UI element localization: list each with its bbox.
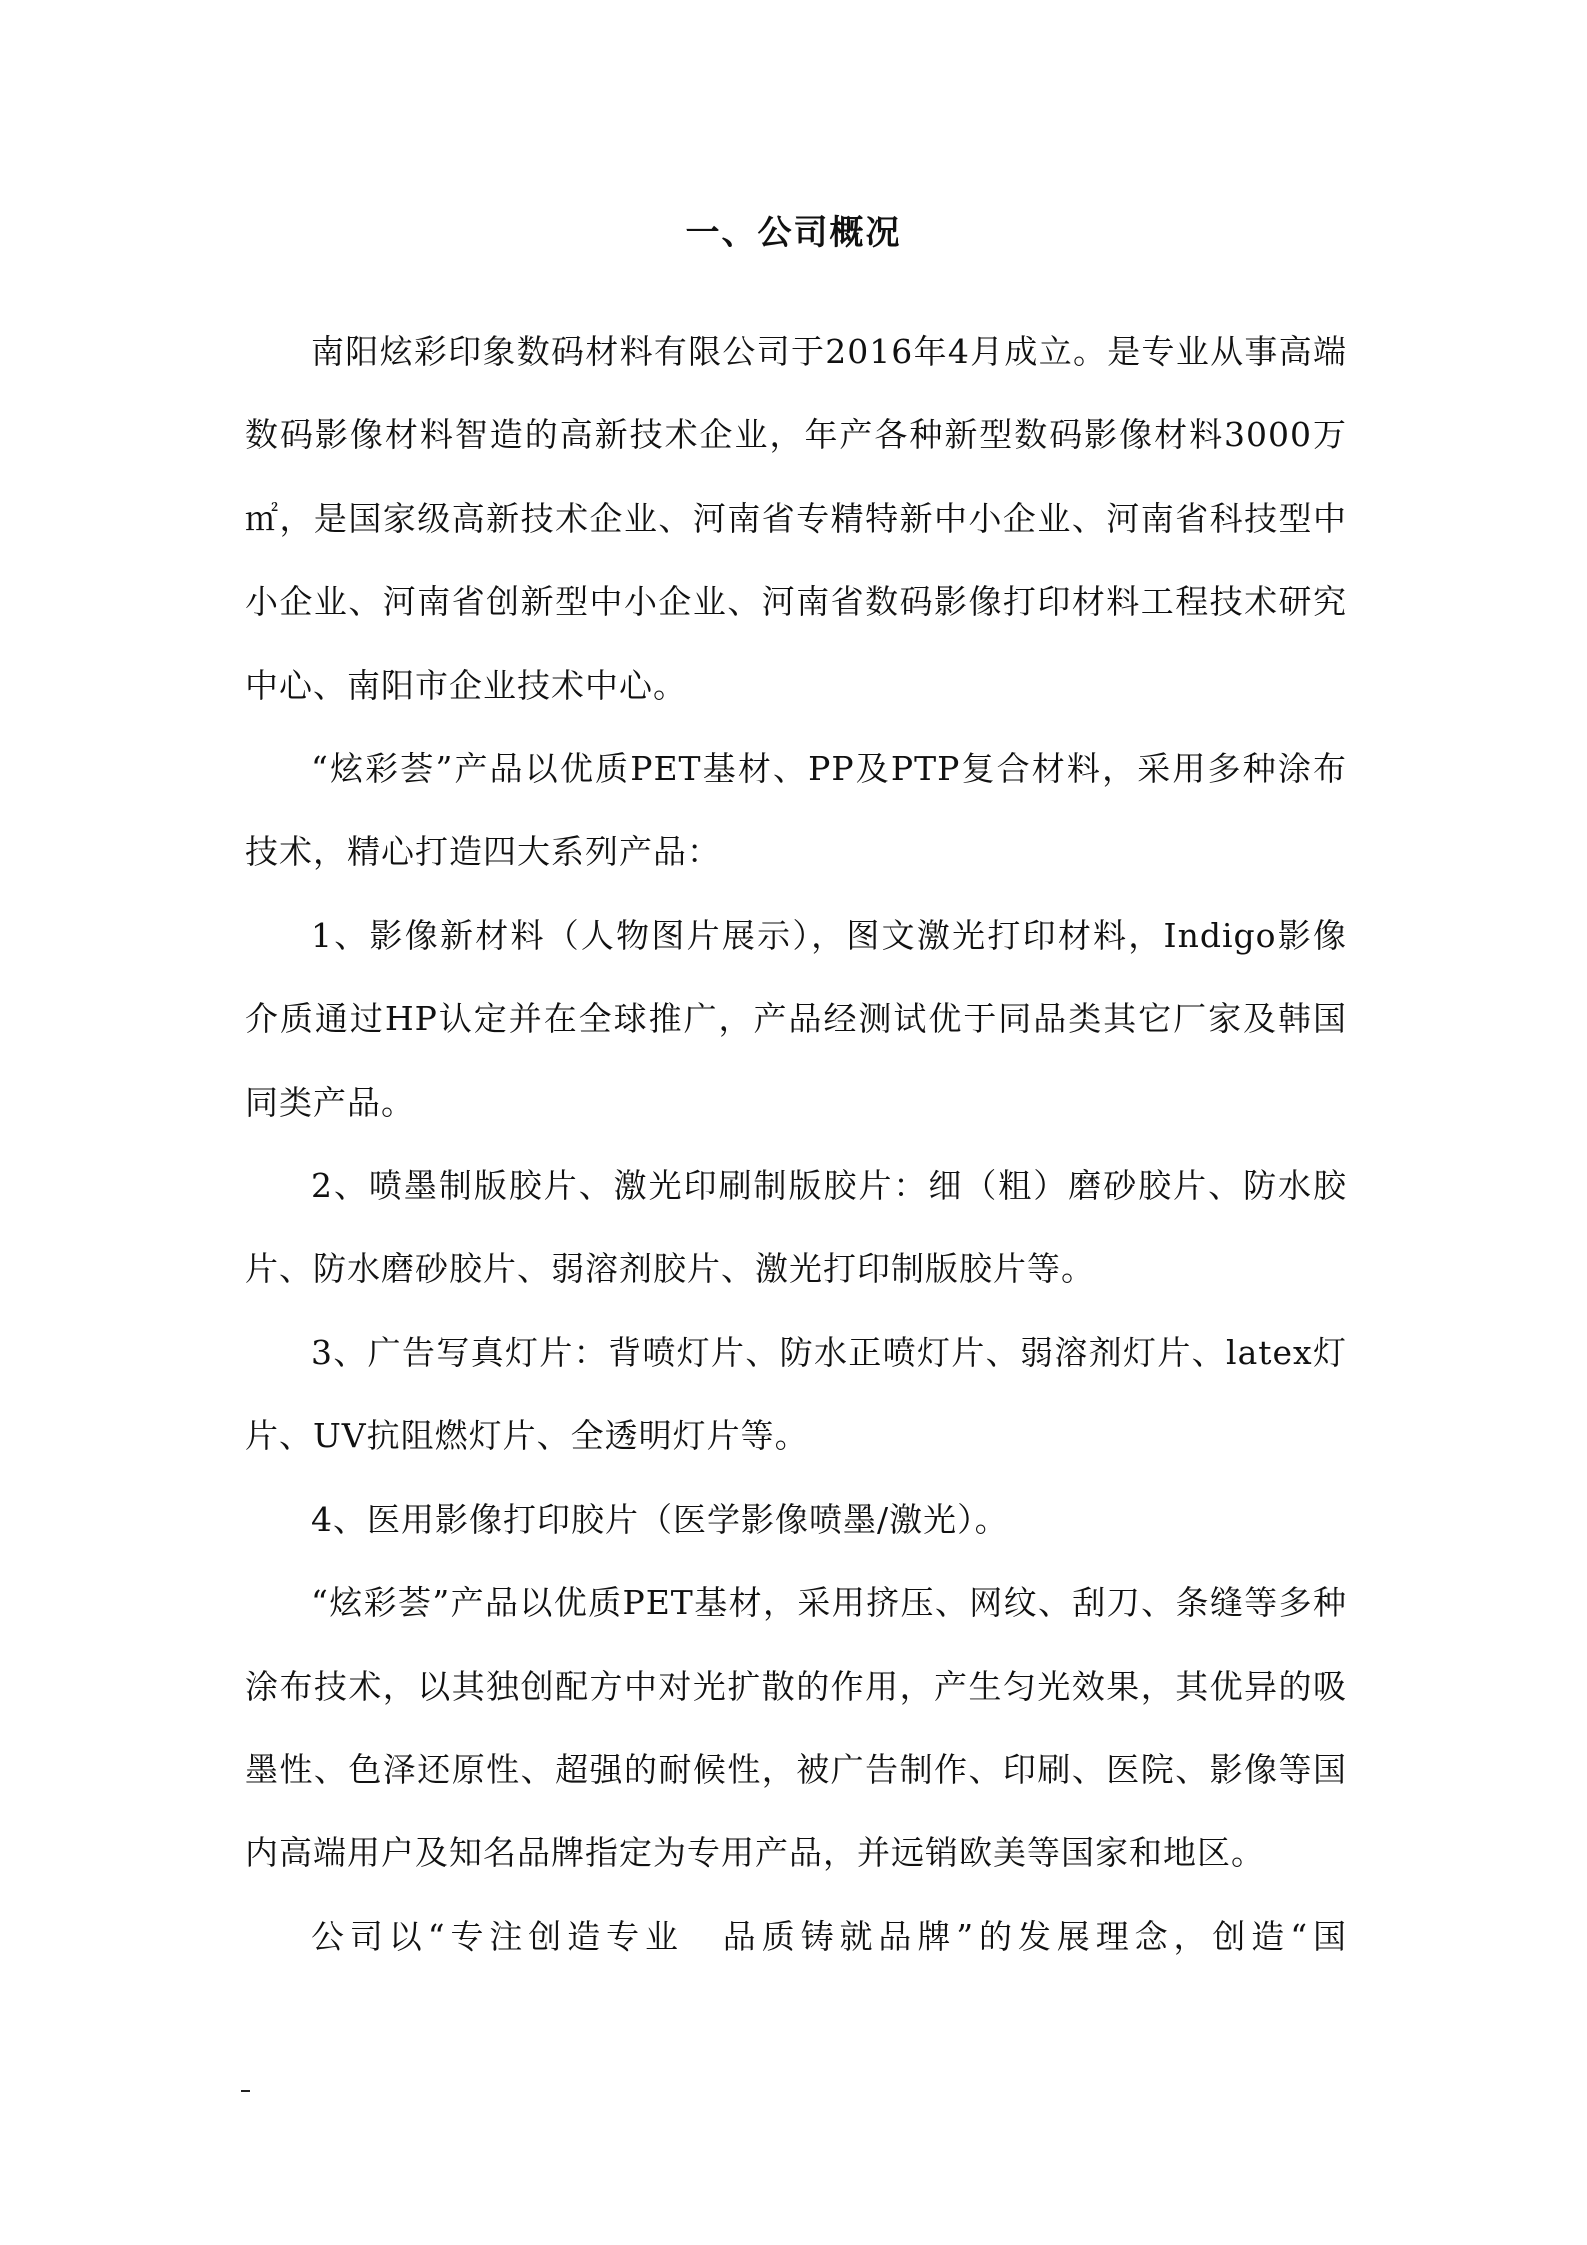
paragraph-series-4: 4、医用影像打印胶片（医学影像喷墨/激光）。 <box>311 1499 1009 1539</box>
paragraph-product-features: “炫彩荟”产品以优质PET基材，采用挤压、网纹、刮刀、条缝等多种涂布技术，以其独创配方中对光扩散的作用，产生匀光效果，其优异的吸墨性、色泽还原性、超强的耐候性，被广告制作、印刷、医院、影像等国内高端用户及知名品牌指定为专用产品，并远销欧美等国家和地区。 <box>245 1583 1347 1873</box>
paragraph-product-overview: “炫彩荟”产品以优质PET基材、PP及PTP复合材料，采用多种涂布技术，精心打造四大系列产品： <box>245 749 1347 872</box>
footer-mark <box>241 2090 250 2092</box>
paragraph-series-3: 3、广告写真灯片：背喷灯片、防水正喷灯片、弱溶剂灯片、latex灯片、UV抗阻燃灯片、全透明灯片等。 <box>245 1332 1347 1456</box>
paragraph-series-1: 1、影像新材料（人物图片展示），图文激光打印材料，Indigo影像介质通过HP认定并在全球推广，产品经测试优于同品类其它厂家及韩国同类产品。 <box>245 915 1347 1122</box>
paragraph-company-intro: 南阳炫彩印象数码材料有限公司于2016年4月成立。是专业从事高端数码影像材料智造的高新技术企业，年产各种新型数码影像材料3000万㎡，是国家级高新技术企业、河南省专精特新中小企业、河南省科技型中小企业、河南省创新型中小企业、河南省数码影像打印材料工程技术研究中心、南阳市企业技术中心。 <box>245 332 1347 705</box>
document-body <box>245 310 1347 1978</box>
section-title: 一、公司概况 <box>685 213 902 253</box>
paragraph-series-2: 2、喷墨制版胶片、激光印刷制版胶片：细（粗）磨砂胶片、防水胶片、防水磨砂胶片、弱溶剂胶片、激光打印制版胶片等。 <box>245 1166 1347 1289</box>
paragraph-philosophy: 公司以“专注创造专业 品质铸就品牌”的发展理念，创造“国 <box>311 1916 1347 1956</box>
